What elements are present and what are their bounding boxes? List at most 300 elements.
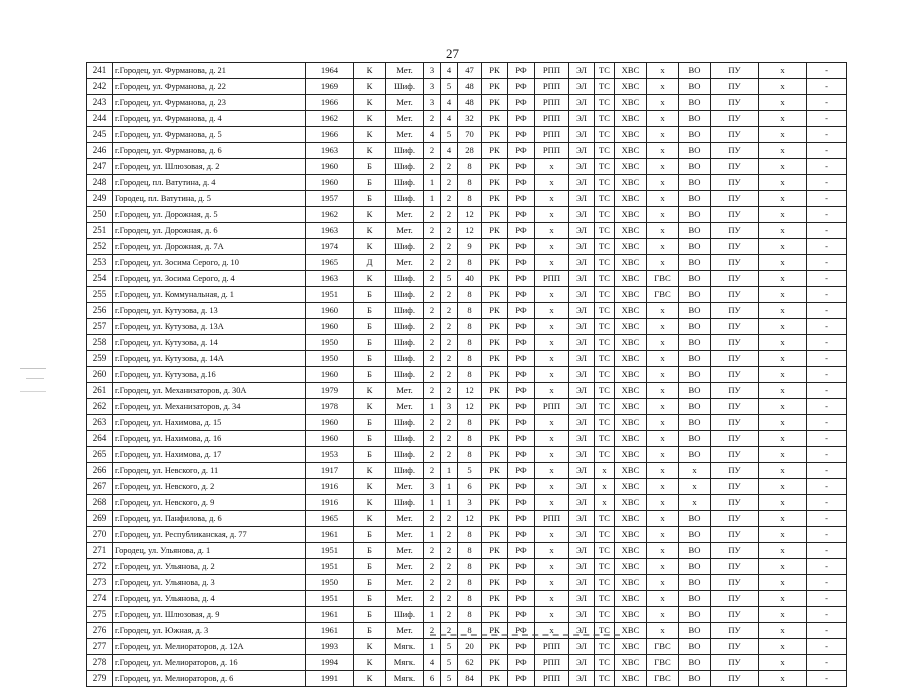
cell-roof-type: Шиф. — [386, 303, 424, 319]
cell-col-el: ЭЛ — [569, 607, 595, 623]
table-row — [87, 367, 847, 383]
cell-sections: 2 — [424, 335, 441, 351]
cell-address: г.Городец, ул. Зосима Серого, д. 4 — [113, 271, 306, 287]
cell-col-dash: - — [807, 575, 847, 591]
cell-col-rpp: РПП — [535, 671, 569, 687]
cell-floors: 2 — [441, 447, 458, 463]
cell-sections: 4 — [424, 655, 441, 671]
cell-col-el: ЭЛ — [569, 479, 595, 495]
cell-wall-material: К — [354, 671, 386, 687]
cell-col-ts: ТС — [595, 527, 615, 543]
cell-col-rk: РК — [482, 95, 508, 111]
cell-address: г.Городец, ул. Южная, д. 3 — [113, 623, 306, 639]
cell-row-number: 253 — [87, 255, 113, 271]
cell-col-dash: - — [807, 95, 847, 111]
cell-build-year: 1974 — [306, 239, 354, 255]
cell-col-hvs: ХВС — [615, 447, 647, 463]
cell-address: г.Городец, ул. Нахимова, д. 16 — [113, 431, 306, 447]
cell-sections: 3 — [424, 79, 441, 95]
cell-sections: 2 — [424, 447, 441, 463]
cell-col-el: ЭЛ — [569, 511, 595, 527]
cell-col-pu: ПУ — [711, 63, 759, 79]
cell-col-vo: ВО — [679, 543, 711, 559]
cell-sections: 2 — [424, 143, 441, 159]
cell-col-vo: ВО — [679, 607, 711, 623]
cell-floors: 2 — [441, 255, 458, 271]
cell-col-gvs: х — [647, 159, 679, 175]
cell-col-ts: ТС — [595, 191, 615, 207]
cell-roof-type: Шиф. — [386, 335, 424, 351]
cell-col-el: ЭЛ — [569, 255, 595, 271]
cell-col-pu: ПУ — [711, 655, 759, 671]
cell-roof-type: Шиф. — [386, 463, 424, 479]
cell-col-hvs: ХВС — [615, 623, 647, 639]
cell-address: г.Городец, ул. Кутузова, д. 13 — [113, 303, 306, 319]
cell-col-pu: ПУ — [711, 479, 759, 495]
cell-wall-material: Б — [354, 543, 386, 559]
cell-floors: 1 — [441, 463, 458, 479]
cell-col-rf: РФ — [508, 415, 535, 431]
cell-col-x: х — [759, 351, 807, 367]
cell-apartments: 8 — [458, 319, 482, 335]
cell-col-hvs: ХВС — [615, 591, 647, 607]
cell-build-year: 1960 — [306, 431, 354, 447]
cell-col-rpp: х — [535, 527, 569, 543]
cell-col-el: ЭЛ — [569, 463, 595, 479]
cell-col-pu: ПУ — [711, 175, 759, 191]
cell-apartments: 12 — [458, 511, 482, 527]
cell-col-ts: ТС — [595, 607, 615, 623]
cell-col-hvs: ХВС — [615, 95, 647, 111]
cell-address: г.Городец, пл. Ватутина, д. 4 — [113, 175, 306, 191]
cell-build-year: 1963 — [306, 143, 354, 159]
cell-col-el: ЭЛ — [569, 383, 595, 399]
housing-registry-table — [86, 62, 847, 687]
cell-col-rf: РФ — [508, 575, 535, 591]
page-number: 27 — [446, 46, 459, 61]
cell-col-gvs: х — [647, 255, 679, 271]
cell-row-number: 275 — [87, 607, 113, 623]
cell-col-ts: ТС — [595, 287, 615, 303]
cell-floors: 1 — [441, 479, 458, 495]
cell-col-dash: - — [807, 239, 847, 255]
cell-floors: 2 — [441, 159, 458, 175]
cell-col-vo: ВО — [679, 127, 711, 143]
cell-roof-type: Мет. — [386, 207, 424, 223]
cell-col-pu: ПУ — [711, 159, 759, 175]
cell-row-number: 265 — [87, 447, 113, 463]
cell-sections: 3 — [424, 479, 441, 495]
cell-col-gvs: х — [647, 95, 679, 111]
table-row — [87, 159, 847, 175]
cell-col-vo: ВО — [679, 399, 711, 415]
cell-sections: 2 — [424, 271, 441, 287]
cell-col-hvs: ХВС — [615, 431, 647, 447]
cell-col-rf: РФ — [508, 431, 535, 447]
cell-row-number: 269 — [87, 511, 113, 527]
cell-col-rk: РК — [482, 303, 508, 319]
cell-sections: 2 — [424, 239, 441, 255]
cell-col-rpp: РПП — [535, 79, 569, 95]
cell-col-pu: ПУ — [711, 639, 759, 655]
cell-col-rk: РК — [482, 447, 508, 463]
cell-address: г.Городец, ул. Кутузова, д. 14 — [113, 335, 306, 351]
cell-build-year: 1962 — [306, 207, 354, 223]
cell-col-el: ЭЛ — [569, 63, 595, 79]
cell-apartments: 8 — [458, 591, 482, 607]
cell-row-number: 278 — [87, 655, 113, 671]
cell-col-hvs: ХВС — [615, 607, 647, 623]
cell-wall-material: Б — [354, 159, 386, 175]
cell-col-vo: ВО — [679, 671, 711, 687]
cell-address: г.Городец, ул. Фурманова, д. 23 — [113, 95, 306, 111]
cell-col-rk: РК — [482, 399, 508, 415]
cell-col-ts: ТС — [595, 271, 615, 287]
cell-address: г.Городец, ул. Республиканская, д. 77 — [113, 527, 306, 543]
cell-col-x: х — [759, 447, 807, 463]
table-row — [87, 591, 847, 607]
cell-col-dash: - — [807, 159, 847, 175]
cell-roof-type: Мет. — [386, 559, 424, 575]
cell-col-dash: - — [807, 175, 847, 191]
cell-floors: 2 — [441, 351, 458, 367]
cell-col-rpp: х — [535, 159, 569, 175]
cell-sections: 2 — [424, 207, 441, 223]
cell-build-year: 1960 — [306, 415, 354, 431]
cell-col-dash: - — [807, 463, 847, 479]
cell-roof-type: Мет. — [386, 223, 424, 239]
cell-col-vo: ВО — [679, 143, 711, 159]
cell-col-ts: ТС — [595, 111, 615, 127]
cell-col-rf: РФ — [508, 287, 535, 303]
cell-col-ts: ТС — [595, 143, 615, 159]
registry-body — [87, 63, 847, 687]
cell-row-number: 241 — [87, 63, 113, 79]
cell-sections: 2 — [424, 367, 441, 383]
cell-col-dash: - — [807, 143, 847, 159]
cell-col-dash: - — [807, 319, 847, 335]
cell-col-dash: - — [807, 287, 847, 303]
cell-col-el: ЭЛ — [569, 111, 595, 127]
cell-col-vo: ВО — [679, 79, 711, 95]
cell-col-dash: - — [807, 671, 847, 687]
cell-col-x: х — [759, 239, 807, 255]
cell-col-dash: - — [807, 335, 847, 351]
cell-col-rk: РК — [482, 351, 508, 367]
cell-col-vo: ВО — [679, 335, 711, 351]
cell-col-x: х — [759, 95, 807, 111]
cell-col-rk: РК — [482, 671, 508, 687]
cell-col-el: ЭЛ — [569, 671, 595, 687]
cell-wall-material: К — [354, 143, 386, 159]
cell-apartments: 8 — [458, 623, 482, 639]
cell-roof-type: Мет. — [386, 543, 424, 559]
cell-sections: 2 — [424, 511, 441, 527]
table-row — [87, 111, 847, 127]
cell-col-el: ЭЛ — [569, 543, 595, 559]
cell-col-dash: - — [807, 79, 847, 95]
cell-col-hvs: ХВС — [615, 319, 647, 335]
cell-col-dash: - — [807, 447, 847, 463]
cell-col-rf: РФ — [508, 335, 535, 351]
cell-col-hvs: ХВС — [615, 463, 647, 479]
cell-col-rk: РК — [482, 479, 508, 495]
cell-build-year: 1964 — [306, 63, 354, 79]
cell-sections: 2 — [424, 111, 441, 127]
cell-col-pu: ПУ — [711, 111, 759, 127]
cell-address: г.Городец, ул. Панфилова, д. 6 — [113, 511, 306, 527]
cell-col-rf: РФ — [508, 479, 535, 495]
cell-col-hvs: ХВС — [615, 255, 647, 271]
cell-build-year: 1963 — [306, 271, 354, 287]
cell-sections: 2 — [424, 415, 441, 431]
cell-col-pu: ПУ — [711, 607, 759, 623]
cell-col-x: х — [759, 671, 807, 687]
cell-col-x: х — [759, 431, 807, 447]
cell-col-rpp: РПП — [535, 143, 569, 159]
cell-col-ts: ТС — [595, 575, 615, 591]
cell-roof-type: Шиф. — [386, 415, 424, 431]
cell-address: г.Городец, ул. Механизаторов, д. 34 — [113, 399, 306, 415]
cell-col-rk: РК — [482, 559, 508, 575]
scan-artifact-line — [430, 634, 620, 638]
cell-col-rpp: х — [535, 351, 569, 367]
cell-address: г.Городец, ул. Ульянова, д. 2 — [113, 559, 306, 575]
cell-col-hvs: ХВС — [615, 63, 647, 79]
cell-col-el: ЭЛ — [569, 367, 595, 383]
cell-apartments: 40 — [458, 271, 482, 287]
cell-apartments: 32 — [458, 111, 482, 127]
cell-col-ts: ТС — [595, 223, 615, 239]
cell-col-rpp: х — [535, 207, 569, 223]
cell-col-rk: РК — [482, 191, 508, 207]
cell-col-el: ЭЛ — [569, 191, 595, 207]
table-row — [87, 255, 847, 271]
cell-col-hvs: ХВС — [615, 111, 647, 127]
cell-col-rpp: х — [535, 383, 569, 399]
cell-floors: 5 — [441, 655, 458, 671]
cell-apartments: 8 — [458, 175, 482, 191]
table-row — [87, 511, 847, 527]
cell-col-x: х — [759, 495, 807, 511]
cell-col-el: ЭЛ — [569, 207, 595, 223]
cell-col-x: х — [759, 559, 807, 575]
cell-col-pu: ПУ — [711, 623, 759, 639]
cell-build-year: 1960 — [306, 303, 354, 319]
cell-col-rpp: х — [535, 367, 569, 383]
cell-floors: 2 — [441, 527, 458, 543]
cell-roof-type: Шиф. — [386, 79, 424, 95]
cell-col-rpp: х — [535, 623, 569, 639]
cell-col-vo: ВО — [679, 431, 711, 447]
cell-col-rpp: х — [535, 559, 569, 575]
table-row — [87, 351, 847, 367]
cell-floors: 2 — [441, 415, 458, 431]
table-row — [87, 95, 847, 111]
cell-col-gvs: х — [647, 223, 679, 239]
cell-col-pu: ПУ — [711, 143, 759, 159]
cell-col-vo: х — [679, 495, 711, 511]
cell-address: г.Городец, ул. Фурманова, д. 22 — [113, 79, 306, 95]
cell-wall-material: Б — [354, 415, 386, 431]
cell-col-hvs: ХВС — [615, 511, 647, 527]
cell-sections: 1 — [424, 527, 441, 543]
cell-address: г.Городец, ул. Шлюзовая, д. 9 — [113, 607, 306, 623]
cell-wall-material: К — [354, 127, 386, 143]
cell-sections: 2 — [424, 575, 441, 591]
cell-col-vo: ВО — [679, 367, 711, 383]
cell-col-rpp: х — [535, 431, 569, 447]
cell-col-el: ЭЛ — [569, 95, 595, 111]
cell-row-number: 271 — [87, 543, 113, 559]
cell-sections: 3 — [424, 63, 441, 79]
cell-col-x: х — [759, 415, 807, 431]
cell-apartments: 8 — [458, 255, 482, 271]
table-row — [87, 607, 847, 623]
cell-col-pu: ПУ — [711, 671, 759, 687]
cell-roof-type: Шиф. — [386, 607, 424, 623]
cell-roof-type: Шиф. — [386, 447, 424, 463]
cell-col-gvs: х — [647, 543, 679, 559]
cell-apartments: 8 — [458, 191, 482, 207]
cell-col-rk: РК — [482, 207, 508, 223]
cell-col-hvs: ХВС — [615, 367, 647, 383]
cell-col-rf: РФ — [508, 255, 535, 271]
cell-col-rk: РК — [482, 639, 508, 655]
cell-col-x: х — [759, 479, 807, 495]
cell-col-dash: - — [807, 623, 847, 639]
cell-col-ts: ТС — [595, 367, 615, 383]
cell-col-gvs: х — [647, 367, 679, 383]
cell-address: г.Городец, ул. Фурманова, д. 4 — [113, 111, 306, 127]
cell-col-rpp: РПП — [535, 511, 569, 527]
cell-col-pu: ПУ — [711, 495, 759, 511]
table-row — [87, 543, 847, 559]
cell-col-gvs: ГВС — [647, 671, 679, 687]
cell-roof-type: Мет. — [386, 479, 424, 495]
cell-col-rpp: РПП — [535, 127, 569, 143]
cell-col-rk: РК — [482, 255, 508, 271]
cell-col-x: х — [759, 319, 807, 335]
cell-row-number: 270 — [87, 527, 113, 543]
cell-address: г.Городец, ул. Нахимова, д. 15 — [113, 415, 306, 431]
table-row — [87, 271, 847, 287]
cell-floors: 2 — [441, 511, 458, 527]
cell-col-ts: ТС — [595, 431, 615, 447]
cell-apartments: 8 — [458, 543, 482, 559]
cell-apartments: 8 — [458, 575, 482, 591]
cell-wall-material: К — [354, 495, 386, 511]
cell-floors: 5 — [441, 671, 458, 687]
cell-col-pu: ПУ — [711, 591, 759, 607]
cell-col-rf: РФ — [508, 223, 535, 239]
cell-col-rpp: х — [535, 415, 569, 431]
cell-col-rk: РК — [482, 623, 508, 639]
cell-col-x: х — [759, 399, 807, 415]
cell-row-number: 260 — [87, 367, 113, 383]
cell-col-el: ЭЛ — [569, 319, 595, 335]
cell-sections: 2 — [424, 223, 441, 239]
cell-col-rk: РК — [482, 159, 508, 175]
cell-col-rk: РК — [482, 431, 508, 447]
cell-apartments: 12 — [458, 223, 482, 239]
cell-sections: 1 — [424, 399, 441, 415]
cell-col-gvs: ГВС — [647, 287, 679, 303]
cell-address: г.Городец, ул. Кутузова, д.16 — [113, 367, 306, 383]
cell-wall-material: Б — [354, 351, 386, 367]
cell-sections: 2 — [424, 255, 441, 271]
cell-col-rpp: х — [535, 479, 569, 495]
cell-col-ts: ТС — [595, 319, 615, 335]
cell-col-gvs: х — [647, 335, 679, 351]
cell-col-hvs: ХВС — [615, 495, 647, 511]
cell-col-hvs: ХВС — [615, 639, 647, 655]
cell-col-gvs: х — [647, 351, 679, 367]
cell-wall-material: Б — [354, 559, 386, 575]
cell-roof-type: Мет. — [386, 127, 424, 143]
cell-col-el: ЭЛ — [569, 591, 595, 607]
cell-col-pu: ПУ — [711, 335, 759, 351]
cell-col-vo: ВО — [679, 175, 711, 191]
cell-floors: 1 — [441, 495, 458, 511]
cell-roof-type: Мет. — [386, 95, 424, 111]
cell-roof-type: Шиф. — [386, 143, 424, 159]
cell-col-rf: РФ — [508, 527, 535, 543]
cell-apartments: 9 — [458, 239, 482, 255]
cell-col-vo: ВО — [679, 559, 711, 575]
cell-col-pu: ПУ — [711, 367, 759, 383]
cell-floors: 4 — [441, 111, 458, 127]
cell-col-vo: ВО — [679, 591, 711, 607]
cell-col-el: ЭЛ — [569, 271, 595, 287]
cell-row-number: 277 — [87, 639, 113, 655]
cell-col-rpp: РПП — [535, 399, 569, 415]
cell-wall-material: Д — [354, 255, 386, 271]
cell-col-rf: РФ — [508, 671, 535, 687]
cell-col-pu: ПУ — [711, 559, 759, 575]
cell-apartments: 8 — [458, 159, 482, 175]
cell-col-gvs: х — [647, 303, 679, 319]
cell-col-rf: РФ — [508, 271, 535, 287]
cell-col-rk: РК — [482, 271, 508, 287]
cell-col-pu: ПУ — [711, 223, 759, 239]
cell-build-year: 1961 — [306, 527, 354, 543]
cell-floors: 2 — [441, 543, 458, 559]
table-row — [87, 191, 847, 207]
cell-col-ts: ТС — [595, 335, 615, 351]
cell-col-ts: ТС — [595, 655, 615, 671]
cell-col-vo: ВО — [679, 111, 711, 127]
cell-roof-type: Шиф. — [386, 239, 424, 255]
cell-col-vo: ВО — [679, 95, 711, 111]
cell-col-ts: ТС — [595, 399, 615, 415]
cell-build-year: 1966 — [306, 95, 354, 111]
cell-col-dash: - — [807, 207, 847, 223]
cell-row-number: 263 — [87, 415, 113, 431]
cell-wall-material: К — [354, 399, 386, 415]
cell-col-pu: ПУ — [711, 431, 759, 447]
cell-col-hvs: ХВС — [615, 143, 647, 159]
cell-col-el: ЭЛ — [569, 127, 595, 143]
cell-col-pu: ПУ — [711, 527, 759, 543]
cell-col-vo: ВО — [679, 207, 711, 223]
cell-col-gvs: х — [647, 319, 679, 335]
cell-col-hvs: ХВС — [615, 191, 647, 207]
cell-col-pu: ПУ — [711, 287, 759, 303]
cell-row-number: 279 — [87, 671, 113, 687]
cell-col-hvs: ХВС — [615, 239, 647, 255]
cell-col-rpp: х — [535, 287, 569, 303]
